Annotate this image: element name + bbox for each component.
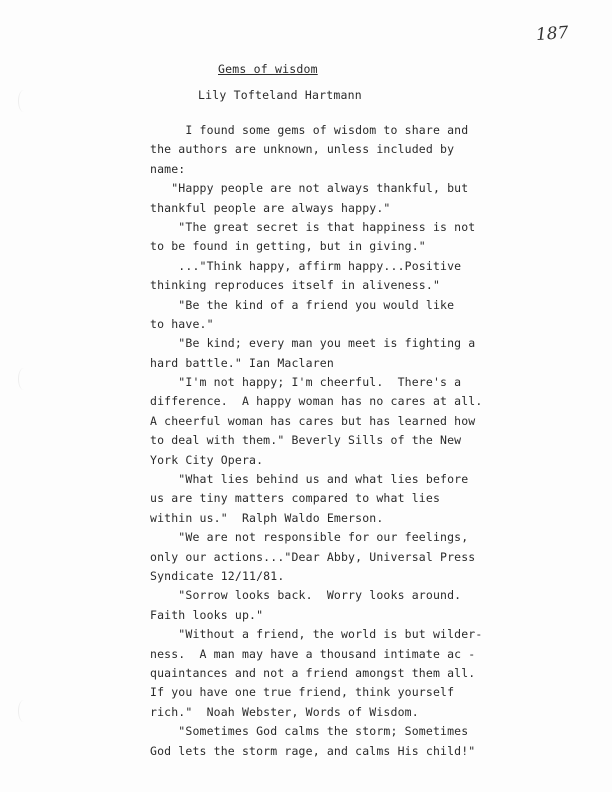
body-line: "Without a friend, the world is but wilder- [150, 627, 483, 642]
body-line: "We are not responsible for our feelings, [150, 530, 469, 545]
body-line: to have." [150, 316, 214, 331]
body-line: God lets the storm rage, and calms His child!" [150, 743, 476, 758]
document-body [150, 121, 550, 761]
body-line: name: [150, 161, 186, 176]
body-line: ness. A man may have a thousand intimate ac - [150, 646, 476, 661]
body-line: "Happy people are not always thankful, but [150, 181, 469, 196]
body-line: "The great secret is that happiness is not [150, 219, 476, 234]
body-line: only our actions..."Dear Abby, Universal Press [150, 549, 476, 564]
body-line: "I'm not happy; I'm cheerful. There's a [150, 375, 462, 390]
body-line: thankful people are always happy." [150, 200, 391, 215]
body-line: the authors are unknown, unless included by [150, 142, 455, 157]
body-line: "Be kind; every man you meet is fighting a [150, 336, 476, 351]
body-line: difference. A happy woman has no cares at all. [150, 394, 483, 409]
body-line: If you have one true friend, think yourself [150, 685, 455, 700]
body-line: "What lies behind us and what lies before [150, 472, 469, 487]
body-line: "Be the kind of a friend you would like [150, 297, 455, 312]
body-line: hard battle." Ian Maclaren [150, 355, 334, 370]
body-line: rich." Noah Webster, Words of Wisdom. [150, 704, 419, 719]
body-line: "Sorrow looks back. Worry looks around. [150, 588, 462, 603]
body-line: Syndicate 12/11/81. [150, 568, 285, 583]
document-author: Lily Tofteland Hartmann [198, 88, 362, 102]
punch-hole-mark [18, 700, 29, 722]
body-line: Faith looks up." [150, 607, 264, 622]
body-line: us are tiny matters compared to what lies [150, 491, 441, 506]
body-line: within us." Ralph Waldo Emerson. [150, 510, 384, 525]
body-line: thinking reproduces itself in aliveness." [150, 278, 441, 293]
body-line: "Sometimes God calms the storm; Sometimes [150, 724, 469, 739]
body-line: ..."Think happy, affirm happy...Positive [150, 258, 462, 273]
punch-hole-mark [18, 90, 29, 112]
body-line: York City Opera. [150, 452, 264, 467]
body-line: quaintances and not a friend amongst them all. [150, 665, 476, 680]
punch-hole-mark [18, 368, 29, 390]
body-line: I found some gems of wisdom to share and [150, 123, 469, 137]
document-title: Gems of wisdom [218, 62, 318, 76]
body-line: to deal with them." Beverly Sills of the New [150, 433, 462, 448]
body-line: A cheerful woman has cares but has learned how [150, 413, 476, 428]
page-number: 187 [535, 22, 570, 46]
body-line: to be found in getting, but in giving." [150, 239, 426, 254]
